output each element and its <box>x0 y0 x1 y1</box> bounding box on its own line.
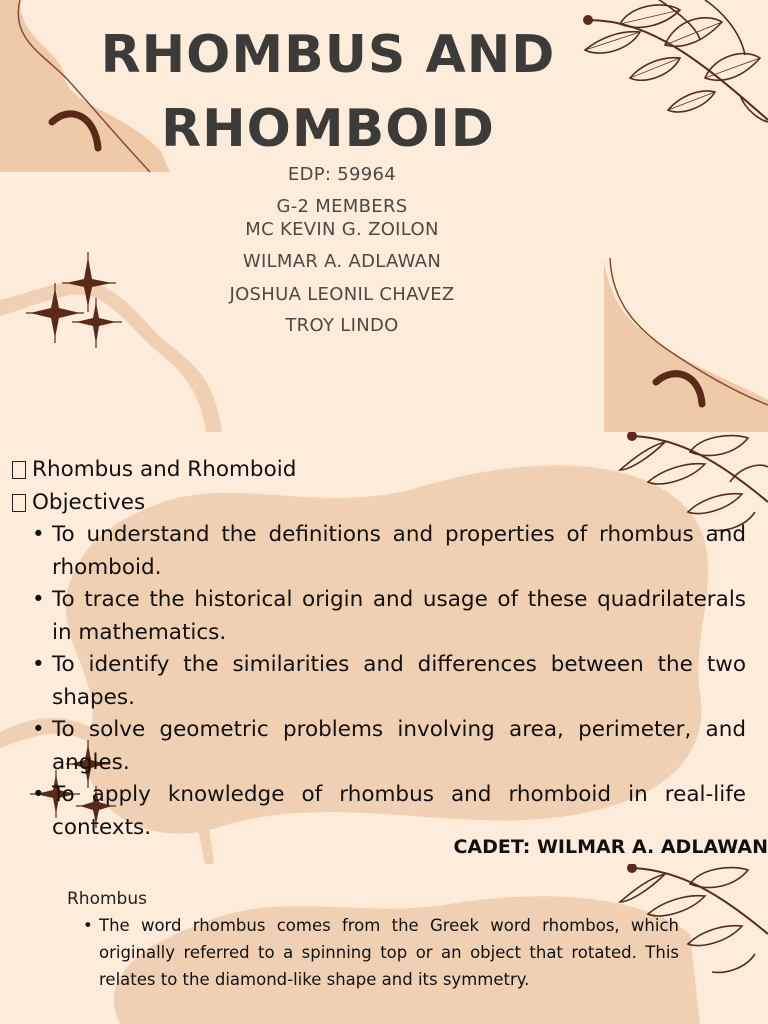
slide-objectives <box>0 432 768 864</box>
list-item: • To understand the definitions and properties of rhombus and rhomboid. <box>52 519 746 584</box>
list-item: • To solve geometric problems involving area, perimeter, and angles. <box>52 714 746 779</box>
checkbox-icon <box>12 494 26 512</box>
list-item: • The word rhombus comes from the Greek word rhombos, which originally referred to a spinning top or an object that rotated. This relates to the diamond-like shape and its symmetry. <box>99 912 679 993</box>
edp-code: EDP: 59964 <box>287 164 397 185</box>
objectives-list <box>12 519 746 844</box>
page-title <box>0 18 656 166</box>
list-item: • To apply knowledge of rhombus and rhomboid in real-life contexts. <box>52 779 746 844</box>
list-item: • To trace the historical origin and usage of these quadrilaterals in mathematics. <box>52 584 746 649</box>
section-title: Rhombus <box>67 889 147 909</box>
heading-text: Rhombus and Rhomboid <box>32 457 297 482</box>
objectives-content <box>12 454 746 844</box>
member-name: MC KEVIN G. ZOILON <box>245 219 439 240</box>
member-name: WILMAR A. ADLAWAN <box>242 251 442 272</box>
heading-rhombus-rhomboid <box>12 454 746 487</box>
member-name: TROY LINDO <box>285 315 399 336</box>
member-name: JOSHUA LEONIL CHAVEZ <box>229 284 455 305</box>
checkbox-icon <box>12 461 26 479</box>
group-label: G-2 MEMBERS <box>276 196 408 217</box>
heading-objectives <box>12 487 746 520</box>
list-item: • To identify the similarities and differences between the two shapes. <box>52 649 746 714</box>
slide-title <box>0 0 768 432</box>
rhombus-points <box>99 912 679 993</box>
heading-text: Objectives <box>32 489 146 515</box>
cadet-name: CADET: WILMAR A. ADLAWAN <box>453 836 768 858</box>
title-line: RHOMBOID <box>161 99 495 159</box>
title-line: RHOMBUS AND <box>100 25 556 85</box>
slide-rhombus <box>0 864 768 1024</box>
